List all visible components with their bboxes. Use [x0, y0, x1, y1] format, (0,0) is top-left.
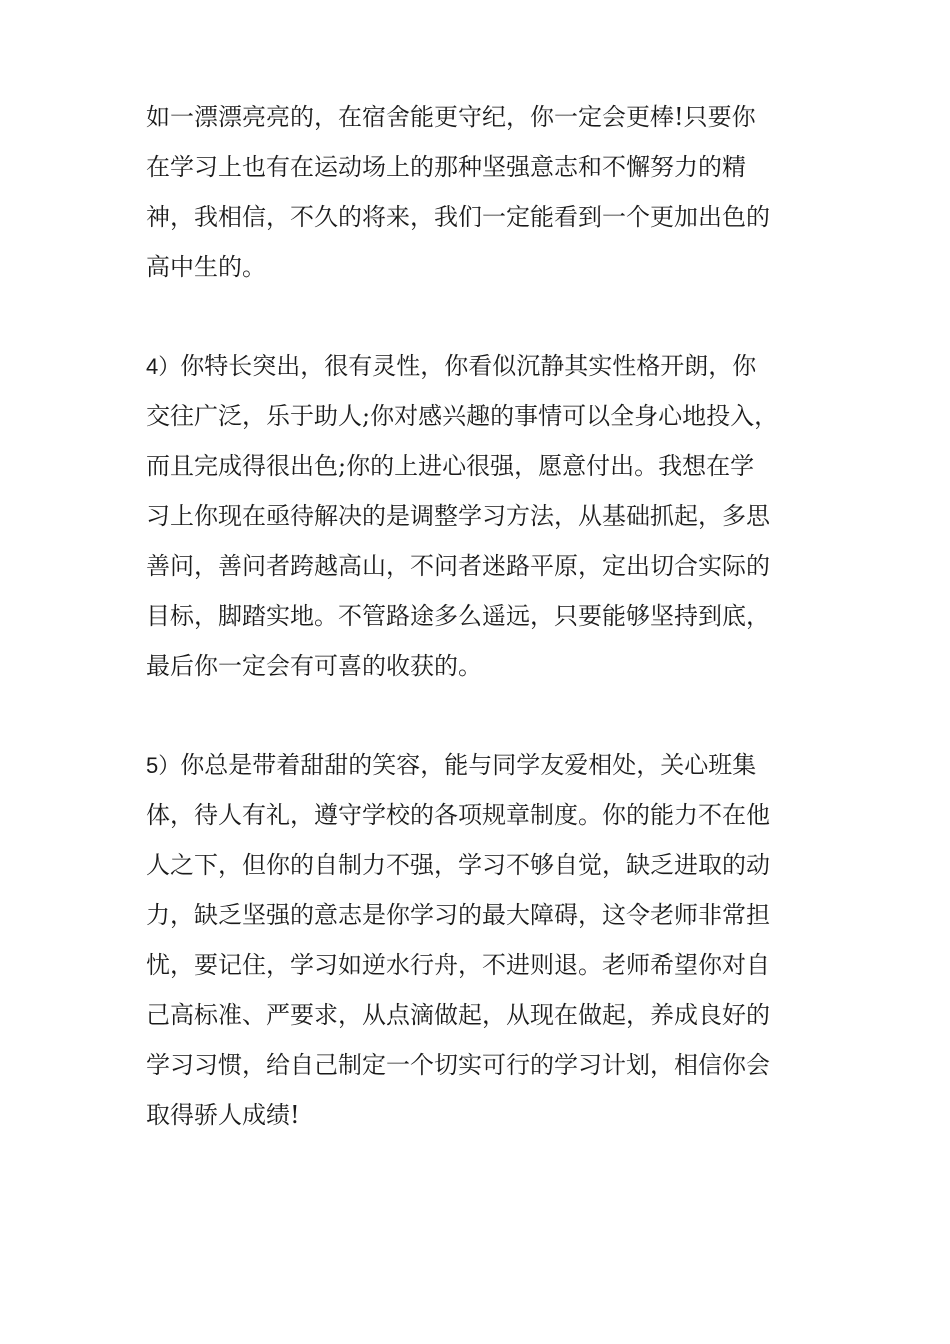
paragraph-5-line-3: 人之下，但你的自制力不强，学习不够自觉，缺乏进取的动 [146, 851, 770, 879]
paragraph-5-line-5: 忧，要记住，学习如逆水行舟，不进则退。老师希望你对自 [146, 951, 770, 979]
paragraph-4-line-7: 最后你一定会有可喜的收获的。 [146, 652, 482, 680]
paragraph-4-line-5: 善问，善问者跨越高山，不问者迷路平原，定出切合实际的 [146, 552, 770, 580]
paragraph-5-line-2: 体，待人有礼，遵守学校的各项规章制度。你的能力不在他 [146, 801, 770, 829]
paragraph-4-line-1-text: 你特长突出，很有灵性，你看似沉静其实性格开朗，你 [180, 352, 757, 380]
paragraph-5-line-7: 学习习惯，给自己制定一个切实可行的学习计划，相信你会 [146, 1051, 770, 1079]
paragraph-1-line-4: 高中生的。 [146, 253, 266, 281]
paragraph-4-line-3: 而且完成得很出色;你的上进心很强，愿意付出。我想在学 [146, 452, 755, 480]
paragraph-4-line-2: 交往广泛，乐于助人;你对感兴趣的事情可以全身心地投入， [146, 402, 779, 430]
paragraph-4-number: 4） [146, 354, 181, 379]
paragraph-5-number: 5） [146, 753, 181, 778]
paragraph-4-line-4: 习上你现在亟待解决的是调整学习方法，从基础抓起，多思 [146, 502, 770, 530]
paragraph-5-line-6: 己高标准、严要求，从点滴做起，从现在做起，养成良好的 [146, 1001, 770, 1029]
paragraph-5-line-8: 取得骄人成绩! [146, 1101, 300, 1129]
paragraph-4-line-1 [146, 349, 826, 383]
paragraph-5-line-1-text: 你总是带着甜甜的笑容，能与同学友爱相处，关心班集 [180, 751, 757, 779]
paragraph-1-line-1: 如一漂漂亮亮的，在宿舍能更守纪，你一定会更棒!只要你 [146, 103, 756, 131]
paragraph-1-line-2: 在学习上也有在运动场上的那种坚强意志和不懈努力的精 [146, 153, 746, 181]
paragraph-4-line-6: 目标，脚踏实地。不管路途多么遥远，只要能够坚持到底， [146, 602, 770, 630]
paragraph-1-line-3: 神，我相信，不久的将来，我们一定能看到一个更加出色的 [146, 203, 770, 231]
paragraph-5-line-4: 力，缺乏坚强的意志是你学习的最大障碍，这令老师非常担 [146, 901, 770, 929]
paragraph-5-line-1 [146, 748, 826, 782]
